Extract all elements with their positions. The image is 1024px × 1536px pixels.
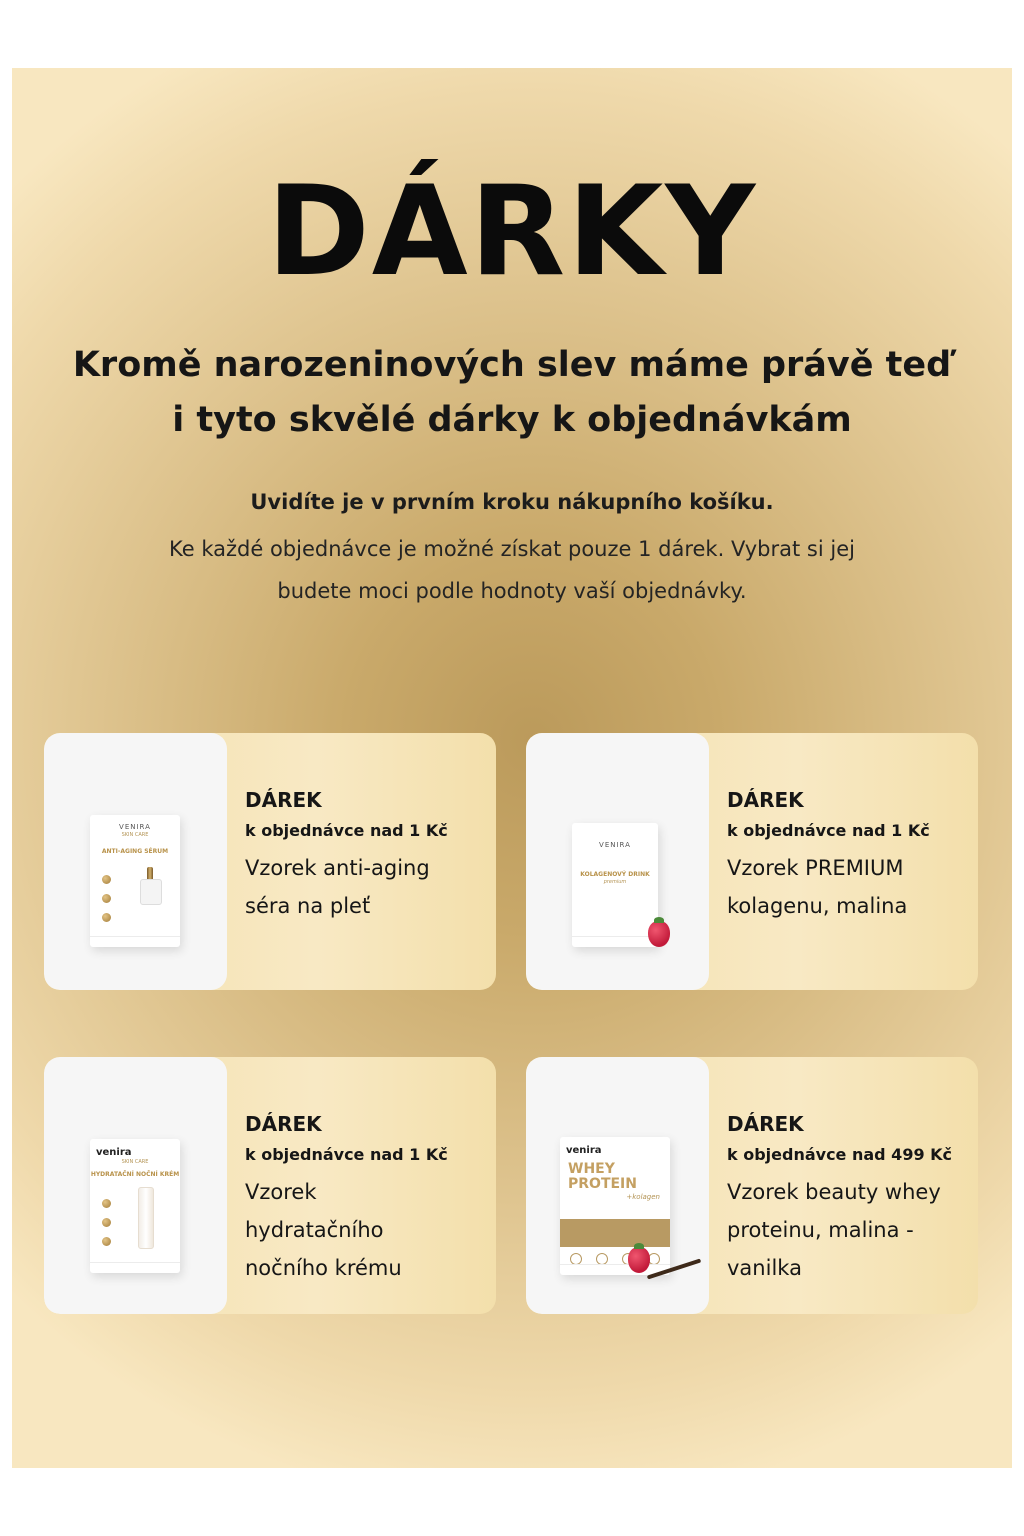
subheadline-line-1: Kromě narozeninových slev máme právě teď [72, 345, 952, 385]
collagen-pouch: VENIRA KOLAGENOVÝ DRINK premium [572, 823, 658, 947]
notice-line-1: Ke každé objednávce je možné získat pouze 1 dárek. Vybrat si jej [169, 537, 855, 561]
serum-bottle-icon [140, 867, 160, 905]
gift-condition: k objednávce nad 1 Kč [245, 821, 448, 840]
gift-condition: k objednávce nad 1 Kč [245, 1145, 448, 1164]
gift-description: Vzorek hydratačního nočního krému [245, 1180, 402, 1280]
whey-title: WHEY PROTEIN [568, 1161, 637, 1192]
notice-bold: Uvidíte je v prvním kroku nákupního košíku. [250, 490, 774, 514]
gift-card-serum [44, 733, 496, 990]
gift-condition: k objednávce nad 1 Kč [727, 821, 930, 840]
nutrition-band [560, 1219, 670, 1247]
gift-card-text [245, 1109, 490, 1287]
gift-description: Vzorek beauty whey proteinu, malina - vanilka [727, 1180, 941, 1280]
gift-card-night-cream [44, 1057, 496, 1314]
raspberry-icon [648, 921, 670, 947]
gift-poster [12, 68, 1012, 1468]
notice-text [72, 528, 952, 612]
gift-card-whey [526, 1057, 978, 1314]
gift-card-collagen [526, 733, 978, 990]
benefit-icons [102, 1199, 112, 1256]
whey-pouch: venira WHEY PROTEIN +kolagen [560, 1137, 670, 1275]
gift-description: Vzorek anti-aging séra na pleť [245, 856, 430, 918]
serum-pouch: VENIRA SKIN CARE ANTI-AGING SÉRUM [90, 815, 180, 947]
product-image-whey [526, 1057, 709, 1314]
product-image-serum [44, 733, 227, 990]
gift-label: DÁREK [245, 788, 322, 812]
gift-condition: k objednávce nad 499 Kč [727, 1145, 953, 1164]
gift-card-text [727, 785, 972, 925]
subheadline [52, 338, 972, 448]
product-image-night-cream [44, 1057, 227, 1314]
gift-card-text [727, 1109, 972, 1287]
gift-card-text [245, 785, 490, 925]
gift-label: DÁREK [727, 788, 804, 812]
subheadline-line-2: i tyto skvělé dárky k objednávkám [172, 400, 852, 440]
gift-label: DÁREK [245, 1112, 322, 1136]
night-cream-pouch: venira SKIN CARE HYDRATAČNÍ NOČNÍ KRÉM [90, 1139, 180, 1273]
gift-label: DÁREK [727, 1112, 804, 1136]
product-image-collagen [526, 733, 709, 990]
raspberry-icon [628, 1247, 650, 1273]
page-title: DÁRKY [266, 160, 758, 304]
cream-tube-icon [138, 1187, 154, 1249]
notice-line-2: budete moci podle hodnoty vaší objednávky. [277, 579, 747, 603]
benefit-icons [102, 875, 112, 932]
gift-description: Vzorek PREMIUM kolagenu, malina [727, 856, 908, 918]
